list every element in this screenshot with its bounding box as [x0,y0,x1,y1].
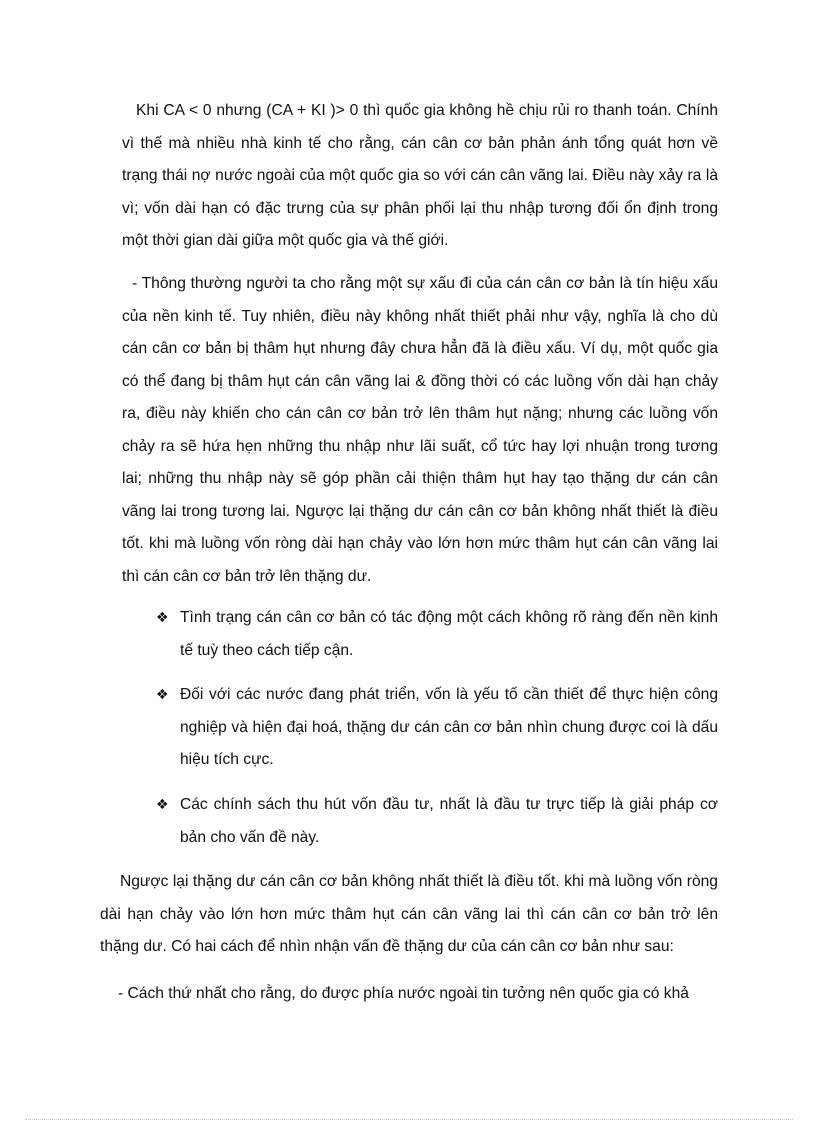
bullet-text: Tình trạng cán cân cơ bản có tác động một cách không rõ ràng đến nền kinh tế tuỳ theo cách tiếp cận. [180,609,718,659]
paragraph-first-approach: - Cách thứ nhất cho rằng, do được phía nước ngoài tin tưởng nên quốc gia có khả [118,985,689,1002]
paragraph-ca-ki: Khi CA < 0 nhưng (CA + KI )> 0 thì quốc gia không hề chịu rủi ro thanh toán. Chính vì thế mà nhiều nhà kinh tế cho rằng, cán cân cơ bản phản ánh tổng quát hơn về trạng thái nợ nước ngoài của một quốc gia so với cán cân vãng lai. Điều này xảy ra là vì; vốn dài hạn có đặc trưng của sự phân phối lại thu nhập tương đối ổn định trong một thời gian dài giữa một quốc gia và thế giới. [122,102,718,249]
bullet-item [156,679,718,777]
bullet-item [156,602,718,667]
diamond-bullet-icon: ❖ [156,610,169,626]
page-bottom-divider [25,1119,793,1120]
paragraph-basic-balance-deficit: - Thông thường người ta cho rằng một sự xấu đi của cán cân cơ bản là tín hiệu xấu của nền kinh tế. Tuy nhiên, điều này không nhất thiết phải như vậy, nghĩa là cho dù cán cân cơ bản bị thâm hụt nhưng đây chưa hẳn đã là điều xấu. Ví dụ, một quốc gia có thể đang bị thâm hụt cán cân vãng lai & đồng thời có các luồng vốn dài hạn chảy ra, điều này khiến cho cán cân cơ bản trở lên thâm hụt nặng; nhưng các luồng vốn chảy ra sẽ hứa hẹn những thu nhập như lãi suất, cổ tức hay lợi nhuận trong tương lai; những thu nhập này sẽ góp phần cải thiện thâm hụt hay tạo thặng dư cán cân vãng lai trong tương lai. Ngược lại thặng dư cán cân cơ bản không nhất thiết là điều tốt. khi mà luồng vốn ròng dài hạn chảy vào lớn hơn mức thâm hụt cán cân vãng lai thì cán cân cơ bản trở lên thặng dư. [122,275,718,585]
bullet-item [156,789,718,854]
diamond-bullet-icon: ❖ [156,687,169,703]
bullet-text: Đối với các nước đang phát triển, vốn là yếu tố cần thiết để thực hiện công nghiệp và hiện đại hoá, thặng dư cán cân cơ bản nhìn chung được coi là dấu hiệu tích cực. [180,686,718,768]
bullet-text: Các chính sách thu hút vốn đầu tư, nhất là đầu tư trực tiếp là giải pháp cơ bản cho vấn đề này. [180,796,718,846]
diamond-bullet-icon: ❖ [156,797,169,813]
paragraph-surplus: Ngược lại thặng dư cán cân cơ bản không nhất thiết là điều tốt. khi mà luồng vốn ròng dài hạn chảy vào lớn hơn mức thâm hụt cán cân vãng lai thì cán cân cơ bản trở lên thặng dư. Có hai cách để nhìn nhận vấn đề thặng dư của cán cân cơ bản như sau: [100,873,718,955]
